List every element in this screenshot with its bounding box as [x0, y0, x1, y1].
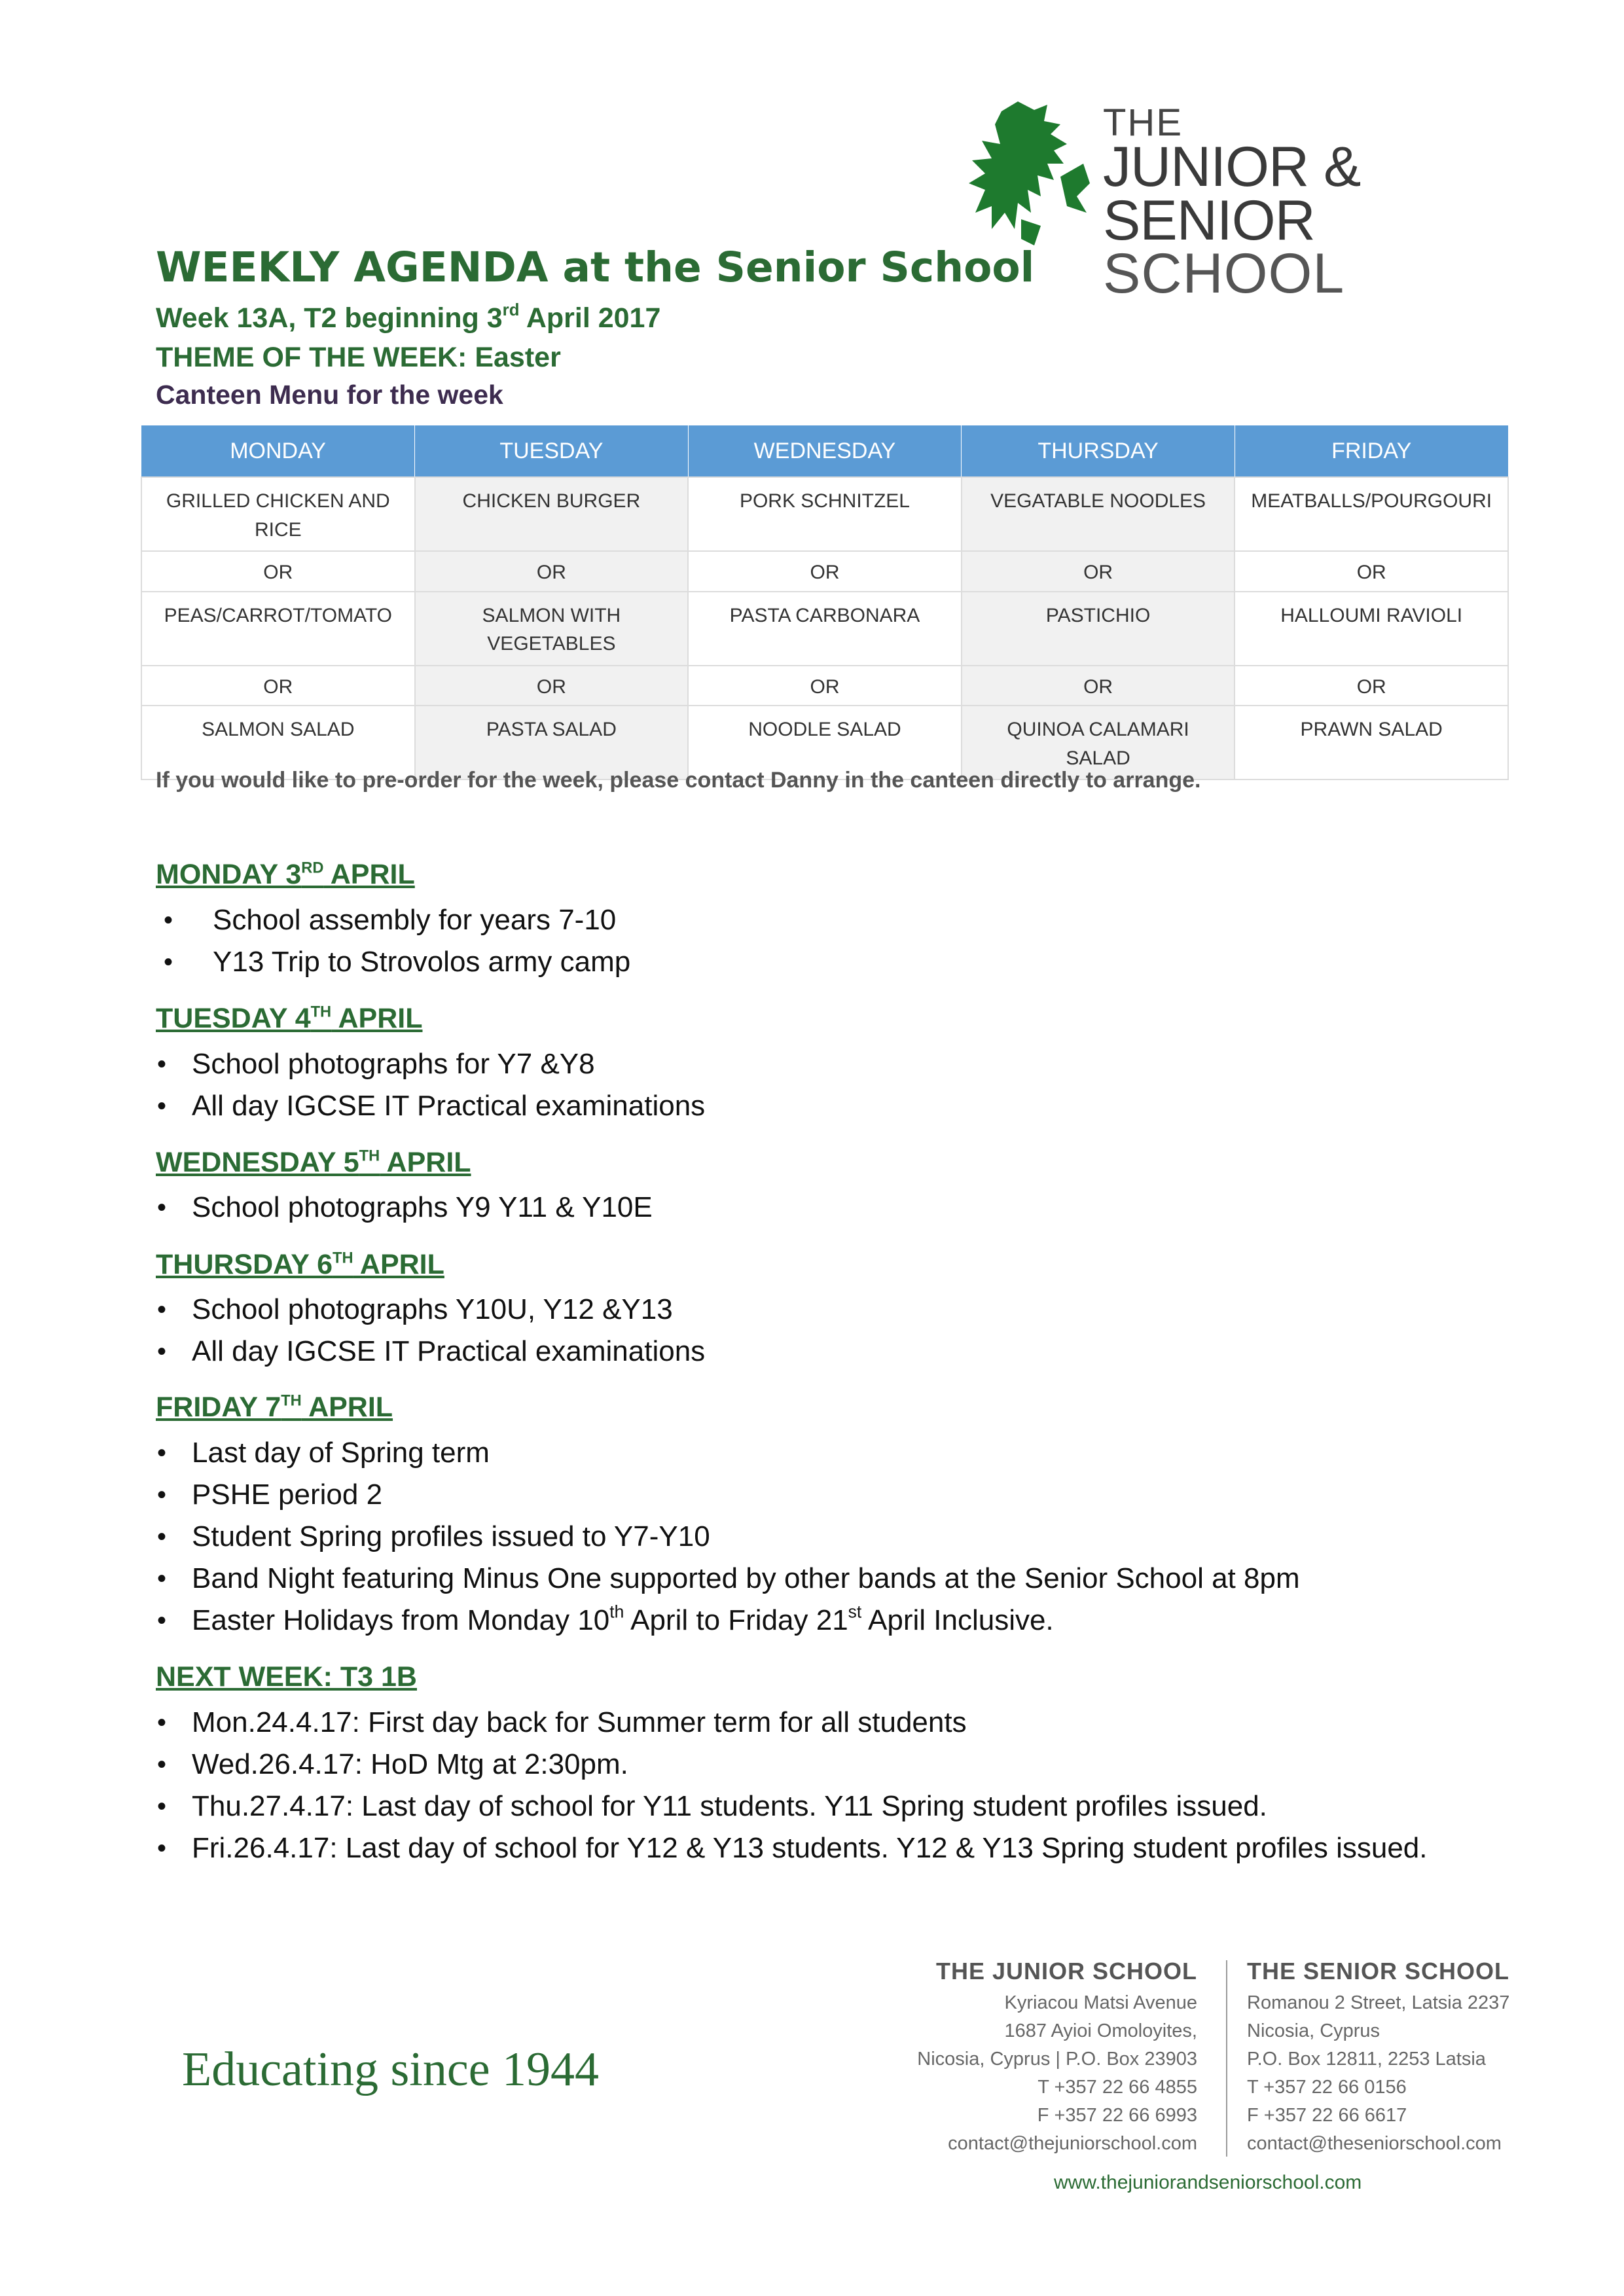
menu-cell: SALMON SALAD: [141, 706, 415, 780]
list-item: • Fri.26.4.17: Last day of school for Y12 & Y13 students. Y12 & Y13 Spring student profiles issued.: [0, 1827, 1428, 1869]
list-item: • All day IGCSE IT Practical examinations: [0, 1085, 705, 1127]
menu-day-monday: MONDAY: [141, 425, 415, 477]
list-item: • School photographs for Y7 &Y8: [0, 1043, 705, 1085]
menu-cell: OR: [688, 666, 962, 706]
list-item: • Wed.26.4.17: HoD Mtg at 2:30pm.: [0, 1744, 1428, 1785]
menu-cell: MEATBALLS/POURGOURI: [1235, 477, 1508, 551]
list-item: • Band Night featuring Minus One supported by other bands at the Senior School at 8pm: [0, 1558, 1300, 1600]
menu-cell: OR: [962, 551, 1235, 592]
list-item-easter: [0, 1600, 1300, 1641]
menu-day-wednesday: WEDNESDAY: [688, 425, 962, 477]
fax-line: F +357 22 66 6993: [1037, 2105, 1197, 2126]
menu-cell: VEGATABLE NOODLES: [962, 477, 1235, 551]
menu-day-tuesday: TUESDAY: [415, 425, 689, 477]
logo-line-3: SCHOOL: [1103, 242, 1345, 306]
friday-heading: [156, 1391, 393, 1424]
monday-heading-text: MONDAY 3: [156, 859, 302, 890]
theme-line: THEME OF THE WEEK: Easter: [156, 342, 561, 373]
friday-heading-tail: APRIL: [301, 1391, 393, 1423]
address-line: Nicosia, Cyprus: [1247, 2020, 1380, 2041]
week-line-sup: rd: [502, 300, 520, 319]
canteen-menu-table: [141, 425, 1509, 780]
easter-text-a: Easter Holidays from Monday 10: [192, 1604, 610, 1636]
tuesday-heading-sup: TH: [310, 1003, 332, 1021]
canteen-heading: Canteen Menu for the week: [156, 380, 503, 410]
menu-cell: HALLOUMI RAVIOLI: [1235, 592, 1508, 666]
thursday-list: [0, 1289, 705, 1372]
lion-crest-icon: [962, 98, 1093, 249]
thursday-heading-tail: APRIL: [353, 1249, 444, 1280]
address-line: 1687 Ayioi Omoloyites,: [1004, 2020, 1197, 2041]
menu-row: [141, 551, 1508, 592]
easter-text-b: April to Friday 21: [624, 1604, 848, 1636]
next-week-list: [0, 1702, 1428, 1869]
list-item: • Last day of Spring term: [0, 1432, 1300, 1474]
easter-sup-b: st: [848, 1602, 862, 1622]
menu-cell: OR: [962, 666, 1235, 706]
next-week-heading: NEXT WEEK: T3 1B: [156, 1661, 417, 1693]
email-link[interactable]: contact@thejuniorschool.com: [948, 2133, 1197, 2154]
thursday-heading-text: THURSDAY 6: [156, 1249, 333, 1280]
menu-row: [141, 666, 1508, 706]
address-line: P.O. Box 12811, 2253 Latsia: [1247, 2049, 1486, 2070]
wednesday-list: [0, 1187, 653, 1229]
menu-cell: OR: [415, 551, 689, 592]
menu-day-thursday: THURSDAY: [962, 425, 1235, 477]
menu-cell: PEAS/CARROT/TOMATO: [141, 592, 415, 666]
easter-sup-a: th: [609, 1602, 624, 1622]
preorder-note: If you would like to pre-order for the week, please contact Danny in the canteen directly to arrange.: [156, 768, 1201, 793]
tuesday-list: [0, 1043, 705, 1127]
menu-cell: PORK SCHNITZEL: [688, 477, 962, 551]
menu-cell: NOODLE SALAD: [688, 706, 962, 780]
week-line-tail: April 2017: [519, 302, 661, 334]
tuesday-heading-tail: APRIL: [331, 1003, 423, 1034]
list-item: • All day IGCSE IT Practical examinations: [0, 1331, 705, 1372]
friday-heading-sup: TH: [281, 1392, 302, 1410]
menu-cell: OR: [141, 666, 415, 706]
menu-row: [141, 592, 1508, 666]
menu-cell: CHICKEN BURGER: [415, 477, 689, 551]
junior-school-heading: THE JUNIOR SCHOOL: [935, 1958, 1197, 1984]
address-line: Kyriacou Matsi Avenue: [1004, 1992, 1197, 2013]
friday-heading-text: FRIDAY 7: [156, 1391, 281, 1423]
menu-cell: OR: [415, 666, 689, 706]
address-line: Nicosia, Cyprus | P.O. Box 23903: [917, 2049, 1197, 2070]
week-line-text: Week 13A, T2 beginning 3: [156, 302, 503, 334]
tuesday-heading-text: TUESDAY 4: [156, 1003, 311, 1034]
phone-line: T +357 22 66 0156: [1247, 2077, 1407, 2098]
phone-line: T +357 22 66 4855: [1038, 2077, 1197, 2098]
menu-cell: PASTA CARBONARA: [688, 592, 962, 666]
week-line: [156, 302, 660, 334]
list-item: • Student Spring profiles issued to Y7-Y10: [0, 1516, 1300, 1558]
wednesday-heading: [156, 1147, 471, 1179]
menu-cell: PASTA SALAD: [415, 706, 689, 780]
list-item: • Thu.27.4.17: Last day of school for Y11 students. Y11 Spring student profiles issued.: [0, 1785, 1428, 1827]
school-motto: Educating since 1944: [182, 2043, 600, 2096]
list-item: • School photographs Y10U, Y12 &Y13: [0, 1289, 705, 1331]
menu-cell: OR: [688, 551, 962, 592]
menu-cell: OR: [1235, 666, 1508, 706]
page-title: WEEKLY AGENDA at the Senior School: [156, 243, 1035, 291]
wednesday-heading-sup: TH: [359, 1147, 380, 1165]
list-item: • PSHE period 2: [0, 1474, 1300, 1516]
logo-line-2: JUNIOR & SENIOR: [1103, 135, 1361, 252]
fax-line: F +357 22 66 6617: [1247, 2105, 1407, 2126]
list-item: • School assembly for years 7-10: [0, 899, 630, 941]
menu-header-row: [141, 425, 1508, 477]
thursday-heading: [156, 1249, 444, 1281]
footer-divider: [1226, 1960, 1227, 2157]
menu-day-friday: FRIDAY: [1235, 425, 1508, 477]
menu-cell: OR: [141, 551, 415, 592]
menu-cell: SALMON WITH VEGETABLES: [415, 592, 689, 666]
wednesday-heading-text: WEDNESDAY 5: [156, 1147, 359, 1178]
monday-heading: [156, 859, 415, 891]
friday-list: [0, 1432, 1300, 1641]
menu-cell: PRAWN SALAD: [1235, 706, 1508, 780]
address-line: Romanou 2 Street, Latsia 2237: [1247, 1992, 1510, 2013]
senior-school-heading: THE SENIOR SCHOOL: [1247, 1958, 1510, 1984]
tuesday-heading: [156, 1003, 422, 1035]
menu-cell: OR: [1235, 551, 1508, 592]
menu-cell: GRILLED CHICKEN AND RICE: [141, 477, 415, 551]
logo-line-1: THE: [1103, 101, 1183, 144]
list-item: • Mon.24.4.17: First day back for Summer term for all students: [0, 1702, 1428, 1744]
menu-row: [141, 477, 1508, 551]
list-item: • School photographs Y9 Y11 & Y10E: [0, 1187, 653, 1229]
website-link[interactable]: www.thejuniorandseniorschool.com: [1054, 2172, 1362, 2193]
wednesday-heading-tail: APRIL: [380, 1147, 471, 1178]
menu-cell: PASTICHIO: [962, 592, 1235, 666]
monday-heading-tail: APRIL: [323, 859, 415, 890]
junior-school-address: [917, 1957, 1197, 2158]
easter-text-c: April Inclusive.: [861, 1604, 1054, 1636]
monday-heading-sup: RD: [301, 859, 324, 877]
school-logo: [962, 92, 1564, 306]
senior-school-address: [1247, 1957, 1509, 2158]
list-item: • Y13 Trip to Strovolos army camp: [0, 941, 630, 983]
thursday-heading-sup: TH: [333, 1249, 353, 1267]
email-link[interactable]: contact@theseniorschool.com: [1247, 2133, 1502, 2154]
monday-list: [0, 899, 630, 983]
menu-cell: QUINOA CALAMARI SALAD: [962, 706, 1235, 780]
